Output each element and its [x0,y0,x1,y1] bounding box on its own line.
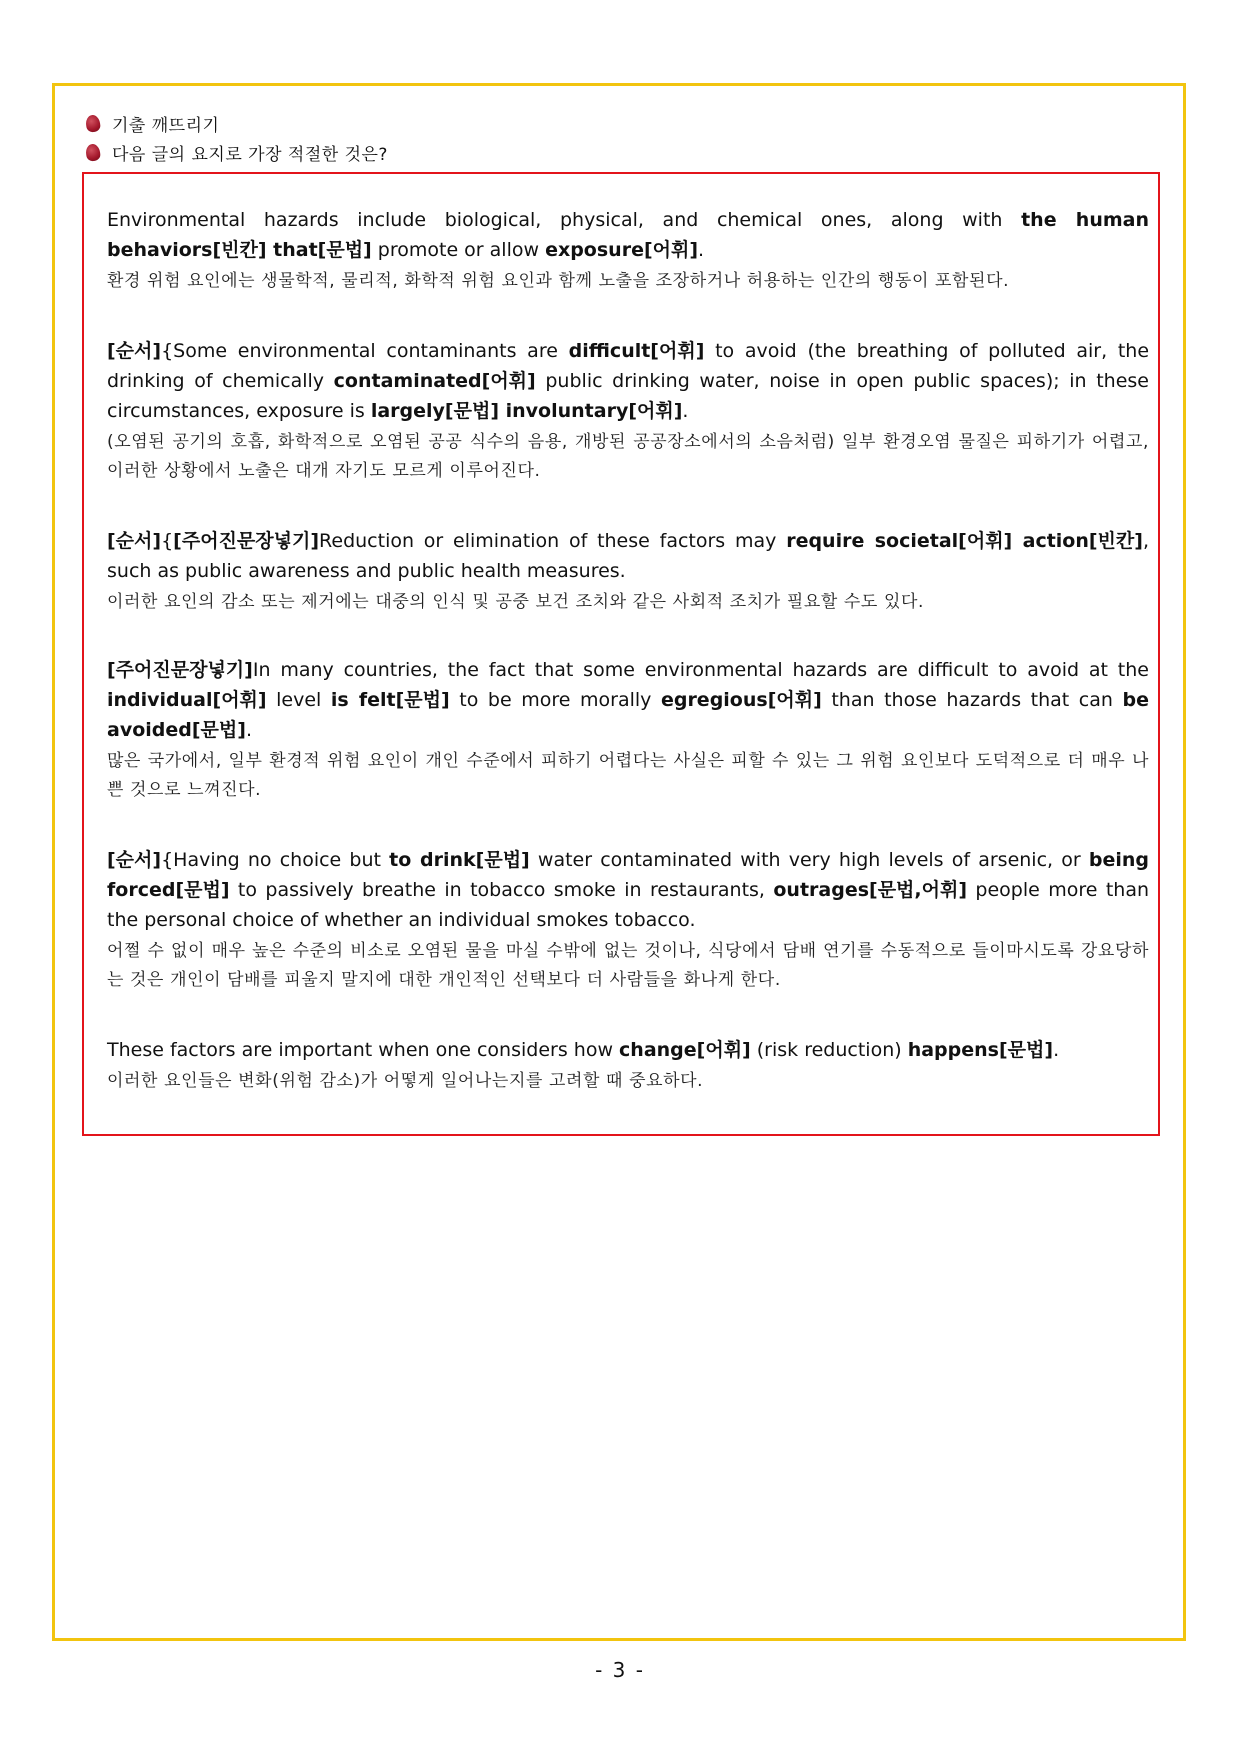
keyword-highlight: happens[문법] [907,1039,1054,1061]
keyword-highlight: the human behaviors[빈칸] that[문법] [107,209,1150,261]
korean-translation: 많은 국가에서, 일부 환경적 위험 요인이 개인 수준에서 피하기 어렵다는 사실은 피할 수 있는 그 위험 요인보다 도덕적으로 더 매우 나쁜 것으로 느껴진다. [107,751,1149,800]
passage-paragraph [93,655,1149,805]
korean-translation: 환경 위험 요인에는 생물학적, 물리적, 화학적 위험 요인과 함께 노출을 조장하거나 허용하는 인간의 행동이 포함된다. [107,271,1010,291]
sentence-text: public drinking water, noise in open public spaces); in these circumstances, exposure is [107,370,1149,422]
keyword-highlight: [주어진문장넣기] [107,659,253,681]
sentence-text: In many countries, the fact that some environmental hazards are difficult to avoid at the [252,659,1149,681]
keyword-highlight: being forced[문법] [107,849,1149,901]
keyword-highlight: egregious[어휘] [660,689,822,711]
bullet-icon [85,114,101,133]
keyword-highlight: is felt[문법] [330,689,450,711]
sentence-text: level [266,689,331,711]
bullet-icon [85,143,101,162]
sentence-text: . [245,719,252,741]
sentence-text: to be more morally [449,689,661,711]
english-sentence [93,845,1149,935]
keyword-highlight: [순서] [107,849,162,871]
keyword-highlight: require societal[어휘] action[빈칸] [786,530,1143,552]
sentence-text: Reduction or elimination of these factors may [319,530,787,552]
question-text: 다음 글의 요지로 가장 적절한 것은? [112,144,388,165]
passage-paragraph [93,1035,1149,1096]
korean-translation: 어쩔 수 없이 매우 높은 수준의 비소로 오염된 물을 마실 수밖에 없는 것이나, 식당에서 담배 연기를 수동적으로 들이마시도록 강요당하는 것은 개인이 담배를 피울지 말지에 대한 개인적인 선택보다 더 사람들을 화나게 한다. [107,941,1149,990]
passage-paragraph [93,336,1149,486]
passage-paragraph [93,845,1149,995]
sentence-text: {Some environmental contaminants are [161,340,569,362]
question-heading [86,139,388,165]
passage-paragraph [93,526,1149,617]
page-number: - 3 - [595,1658,645,1682]
keyword-highlight: contaminated[어휘] [333,370,536,392]
sentence-text: to avoid (the breathing of polluted air, the drinking of chemically [107,340,1150,392]
sentence-text: water contaminated with very high levels of arsenic, or [529,849,1089,871]
keyword-highlight: [순서] [107,530,162,552]
english-sentence [93,205,1149,265]
english-sentence [93,1035,1149,1065]
english-sentence [93,655,1149,745]
english-sentence [93,336,1149,426]
sentence-text: people more than the personal choice of whether an individual smokes tobacco. [107,879,1150,931]
keyword-highlight: largely[문법] involuntary[어휘] [370,400,683,422]
sentence-text: promote or allow [371,239,546,261]
keyword-highlight: be avoided[문법] [107,689,1149,741]
keyword-highlight: individual[어휘] [107,689,267,711]
sentence-text: {Having no choice but [161,849,390,871]
section-heading [86,110,219,136]
keyword-highlight: [순서] [107,340,162,362]
section-heading-text: 기출 깨뜨리기 [112,115,220,136]
passage-paragraph [93,205,1149,296]
sentence-text: These factors are important when one considers how [107,1039,620,1061]
keyword-highlight: outrages[문법,어휘] [773,879,968,901]
sentence-text: . [682,400,689,422]
sentence-text: (risk reduction) [750,1039,908,1061]
sentence-text: . [1053,1039,1060,1061]
sentence-text: to passively breathe in tobacco smoke in restaurants, [229,879,774,901]
korean-translation: 이러한 요인들은 변화(위험 감소)가 어떻게 일어나는지를 고려할 때 중요하다. [107,1071,704,1091]
keyword-highlight: exposure[어휘] [545,239,699,261]
korean-translation: 이러한 요인의 감소 또는 제거에는 대중의 인식 및 공중 보건 조치와 같은 사회적 조치가 필요할 수도 있다. [107,592,924,612]
keyword-highlight: [주어진문장넣기] [173,530,320,552]
english-sentence [93,526,1149,586]
keyword-highlight: change[어휘] [619,1039,751,1061]
sentence-text: Environmental hazards include biological, physical, and chemical ones, along with [107,209,1022,231]
sentence-text: than those hazards that can [821,689,1123,711]
keyword-highlight: difficult[어휘] [568,340,705,362]
keyword-highlight: to drink[문법] [389,849,530,871]
sentence-text: { [161,530,174,552]
sentence-text: , such as public awareness and public health measures. [107,530,1149,582]
sentence-text: . [698,239,705,261]
korean-translation: (오염된 공기의 호흡, 화학적으로 오염된 공공 식수의 음용, 개방된 공공장소에서의 소음처럼) 일부 환경오염 물질은 피하기가 어렵고, 이러한 상황에서 노출은 대개 자기도 모르게 이루어진다. [107,432,1149,481]
